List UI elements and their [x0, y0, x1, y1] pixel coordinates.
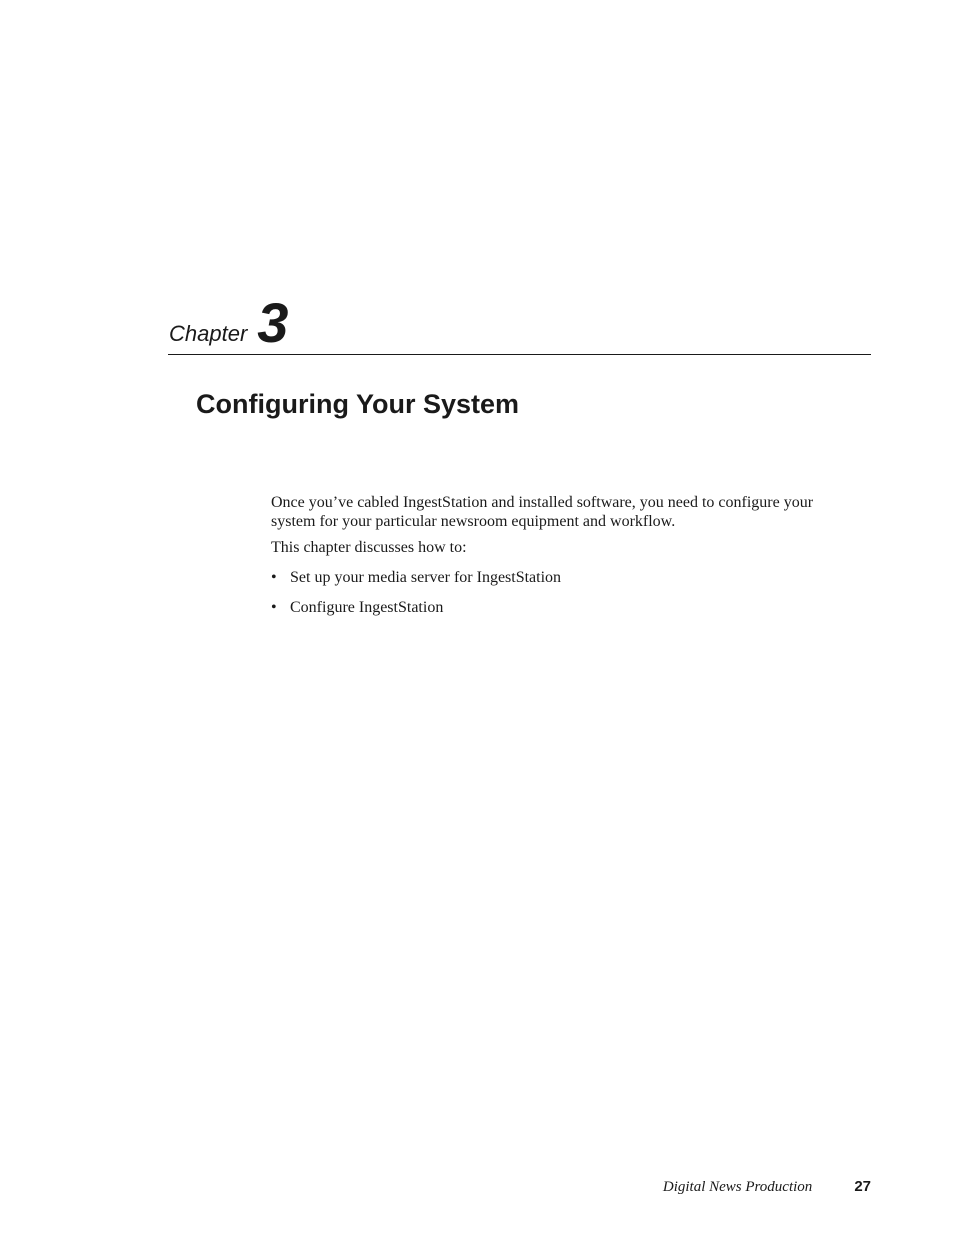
chapter-intro [271, 493, 831, 628]
chapter-number: 3 [257, 290, 289, 354]
page-footer [0, 1178, 871, 1196]
list-item [271, 568, 831, 587]
footer-book-title: Digital News Production [662, 1179, 813, 1195]
topic-list [271, 568, 831, 617]
intro-paragraph: This chapter discusses how to: [271, 539, 467, 556]
chapter-divider [168, 354, 871, 355]
chapter-label: Chapter [169, 321, 248, 346]
list-item [271, 598, 831, 617]
list-item-text: Configure IngestStation [290, 599, 444, 616]
bullet-icon: • [271, 599, 277, 616]
chapter-heading [169, 290, 289, 354]
chapter-title: Configuring Your System [196, 389, 520, 419]
intro-paragraph: Once you’ve cabled IngestStation and installed software, you need to configure your system for your particular newsroom equipment and workflow. [271, 494, 814, 530]
page-number: 27 [854, 1178, 871, 1195]
bullet-icon: • [271, 569, 277, 586]
list-item-text: Set up your media server for IngestStation [290, 569, 562, 586]
